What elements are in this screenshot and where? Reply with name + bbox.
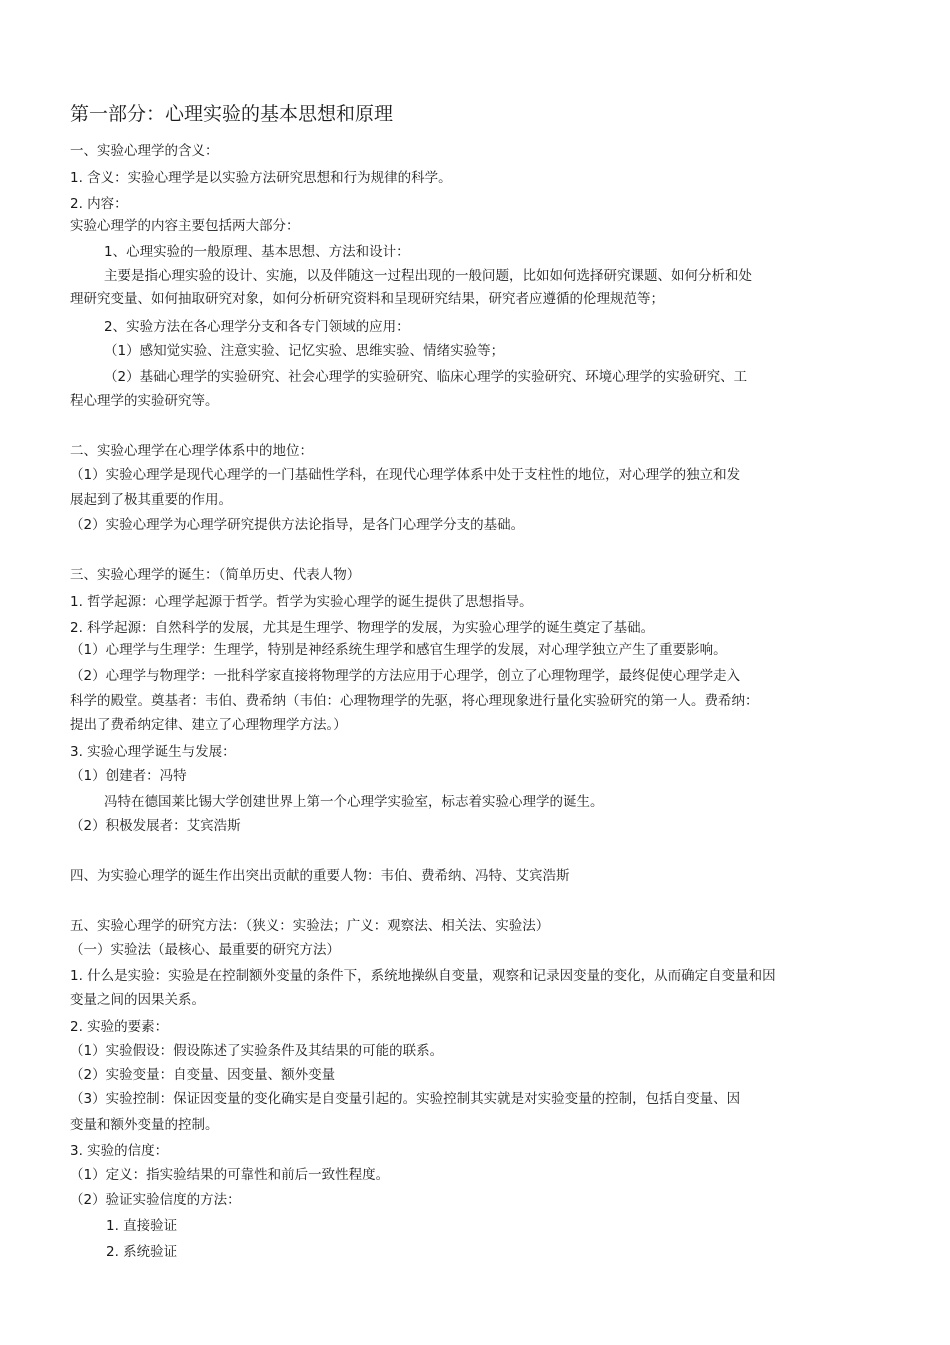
- text-line: 3. 实验的信度：: [70, 1143, 169, 1159]
- text-line: 1、心理实验的一般原理、基本思想、方法和设计：: [104, 244, 410, 260]
- text-line: 2. 科学起源：自然科学的发展，尤其是生理学、物理学的发展，为实验心理学的诞生奠定了基础。: [70, 620, 655, 636]
- text-line: （1）实验假设：假设陈述了实验条件及其结果的可能的联系。: [70, 1043, 444, 1059]
- section-heading-3: 三、实验心理学的诞生：（简单历史、代表人物）: [70, 567, 361, 583]
- text-line: （2）验证实验信度的方法：: [70, 1192, 241, 1208]
- text-line: （1）感知觉实验、注意实验、记忆实验、思维实验、情绪实验等；: [104, 343, 505, 359]
- text-line: 2. 内容：: [70, 196, 128, 212]
- text-line: 理研究变量、如何抽取研究对象，如何分析研究资料和呈现研究结果，研究者应遵循的伦理规范等；: [70, 291, 664, 307]
- text-line: （一）实验法（最核心、最重要的研究方法）: [70, 942, 340, 958]
- text-line: 提出了费希纳定律、建立了心理物理学方法。）: [70, 717, 347, 733]
- text-line: （2）实验变量：自变量、因变量、额外变量: [70, 1067, 336, 1083]
- text-line: 主要是指心理实验的设计、实施，以及伴随这一过程出现的一般问题，比如如何选择研究课题、如何分析和处: [104, 268, 752, 284]
- text-line: 1. 含义：实验心理学是以实验方法研究思想和行为规律的科学。: [70, 170, 452, 186]
- text-line: （2）积极发展者：艾宾浩斯: [70, 818, 241, 834]
- text-line: （3）实验控制：保证因变量的变化确实是自变量引起的。实验控制其实就是对实验变量的控制，包括自变量、因: [70, 1091, 741, 1107]
- text-line: 2. 实验的要素：: [70, 1019, 169, 1035]
- text-line: 展起到了极其重要的作用。: [70, 492, 232, 508]
- text-line: 1. 哲学起源：心理学起源于哲学。哲学为实验心理学的诞生提供了思想指导。: [70, 594, 533, 610]
- text-line: 科学的殿堂。奠基者：韦伯、费希纳（韦伯：心理物理学的先驱，将心理现象进行量化实验研究的第一人。费希纳：: [70, 693, 759, 709]
- text-line: 程心理学的实验研究等。: [70, 393, 219, 409]
- list-item: 1. 直接验证: [106, 1218, 178, 1234]
- section-heading-1: 一、实验心理学的含义：: [70, 143, 219, 159]
- section-heading-5: 五、实验心理学的研究方法：（狭义：实验法；广义：观察法、相关法、实验法）: [70, 918, 550, 934]
- text-line: （1）心理学与生理学：生理学，特别是神经系统生理学和感官生理学的发展，对心理学独立产生了重要影响。: [70, 642, 727, 658]
- text-line: 冯特在德国莱比锡大学创建世界上第一个心理学实验室，标志着实验心理学的诞生。: [104, 794, 604, 810]
- text-line: （1）创建者：冯特: [70, 768, 187, 784]
- text-line: 2、实验方法在各心理学分支和各专门领域的应用：: [104, 319, 410, 335]
- section-heading-4: 四、为实验心理学的诞生作出突出贡献的重要人物：韦伯、费希纳、冯特、艾宾浩斯: [70, 868, 570, 884]
- text-line: 1. 什么是实验：实验是在控制额外变量的条件下，系统地操纵自变量，观察和记录因变量的变化，从而确定自变量和因: [70, 968, 776, 984]
- text-line: （2）心理学与物理学：一批科学家直接将物理学的方法应用于心理学，创立了心理物理学，最终促使心理学走入: [70, 668, 741, 684]
- text-line: 变量和额外变量的控制。: [70, 1117, 219, 1133]
- text-line: （2）实验心理学为心理学研究提供方法论指导，是各门心理学分支的基础。: [70, 517, 525, 533]
- text-line: （1）定义：指实验结果的可靠性和前后一致性程度。: [70, 1167, 390, 1183]
- page-title: 第一部分：心理实验的基本思想和原理: [70, 103, 394, 125]
- text-line: 实验心理学的内容主要包括两大部分：: [70, 218, 300, 234]
- text-line: 3. 实验心理学诞生与发展：: [70, 744, 236, 760]
- list-item: 2. 系统验证: [106, 1244, 178, 1260]
- text-line: （2）基础心理学的实验研究、社会心理学的实验研究、临床心理学的实验研究、环境心理学的实验研究、工: [104, 369, 748, 385]
- text-line: （1）实验心理学是现代心理学的一门基础性学科，在现代心理学体系中处于支柱性的地位，对心理学的独立和发: [70, 467, 741, 483]
- section-heading-2: 二、实验心理学在心理学体系中的地位：: [70, 443, 313, 459]
- text-line: 变量之间的因果关系。: [70, 992, 205, 1008]
